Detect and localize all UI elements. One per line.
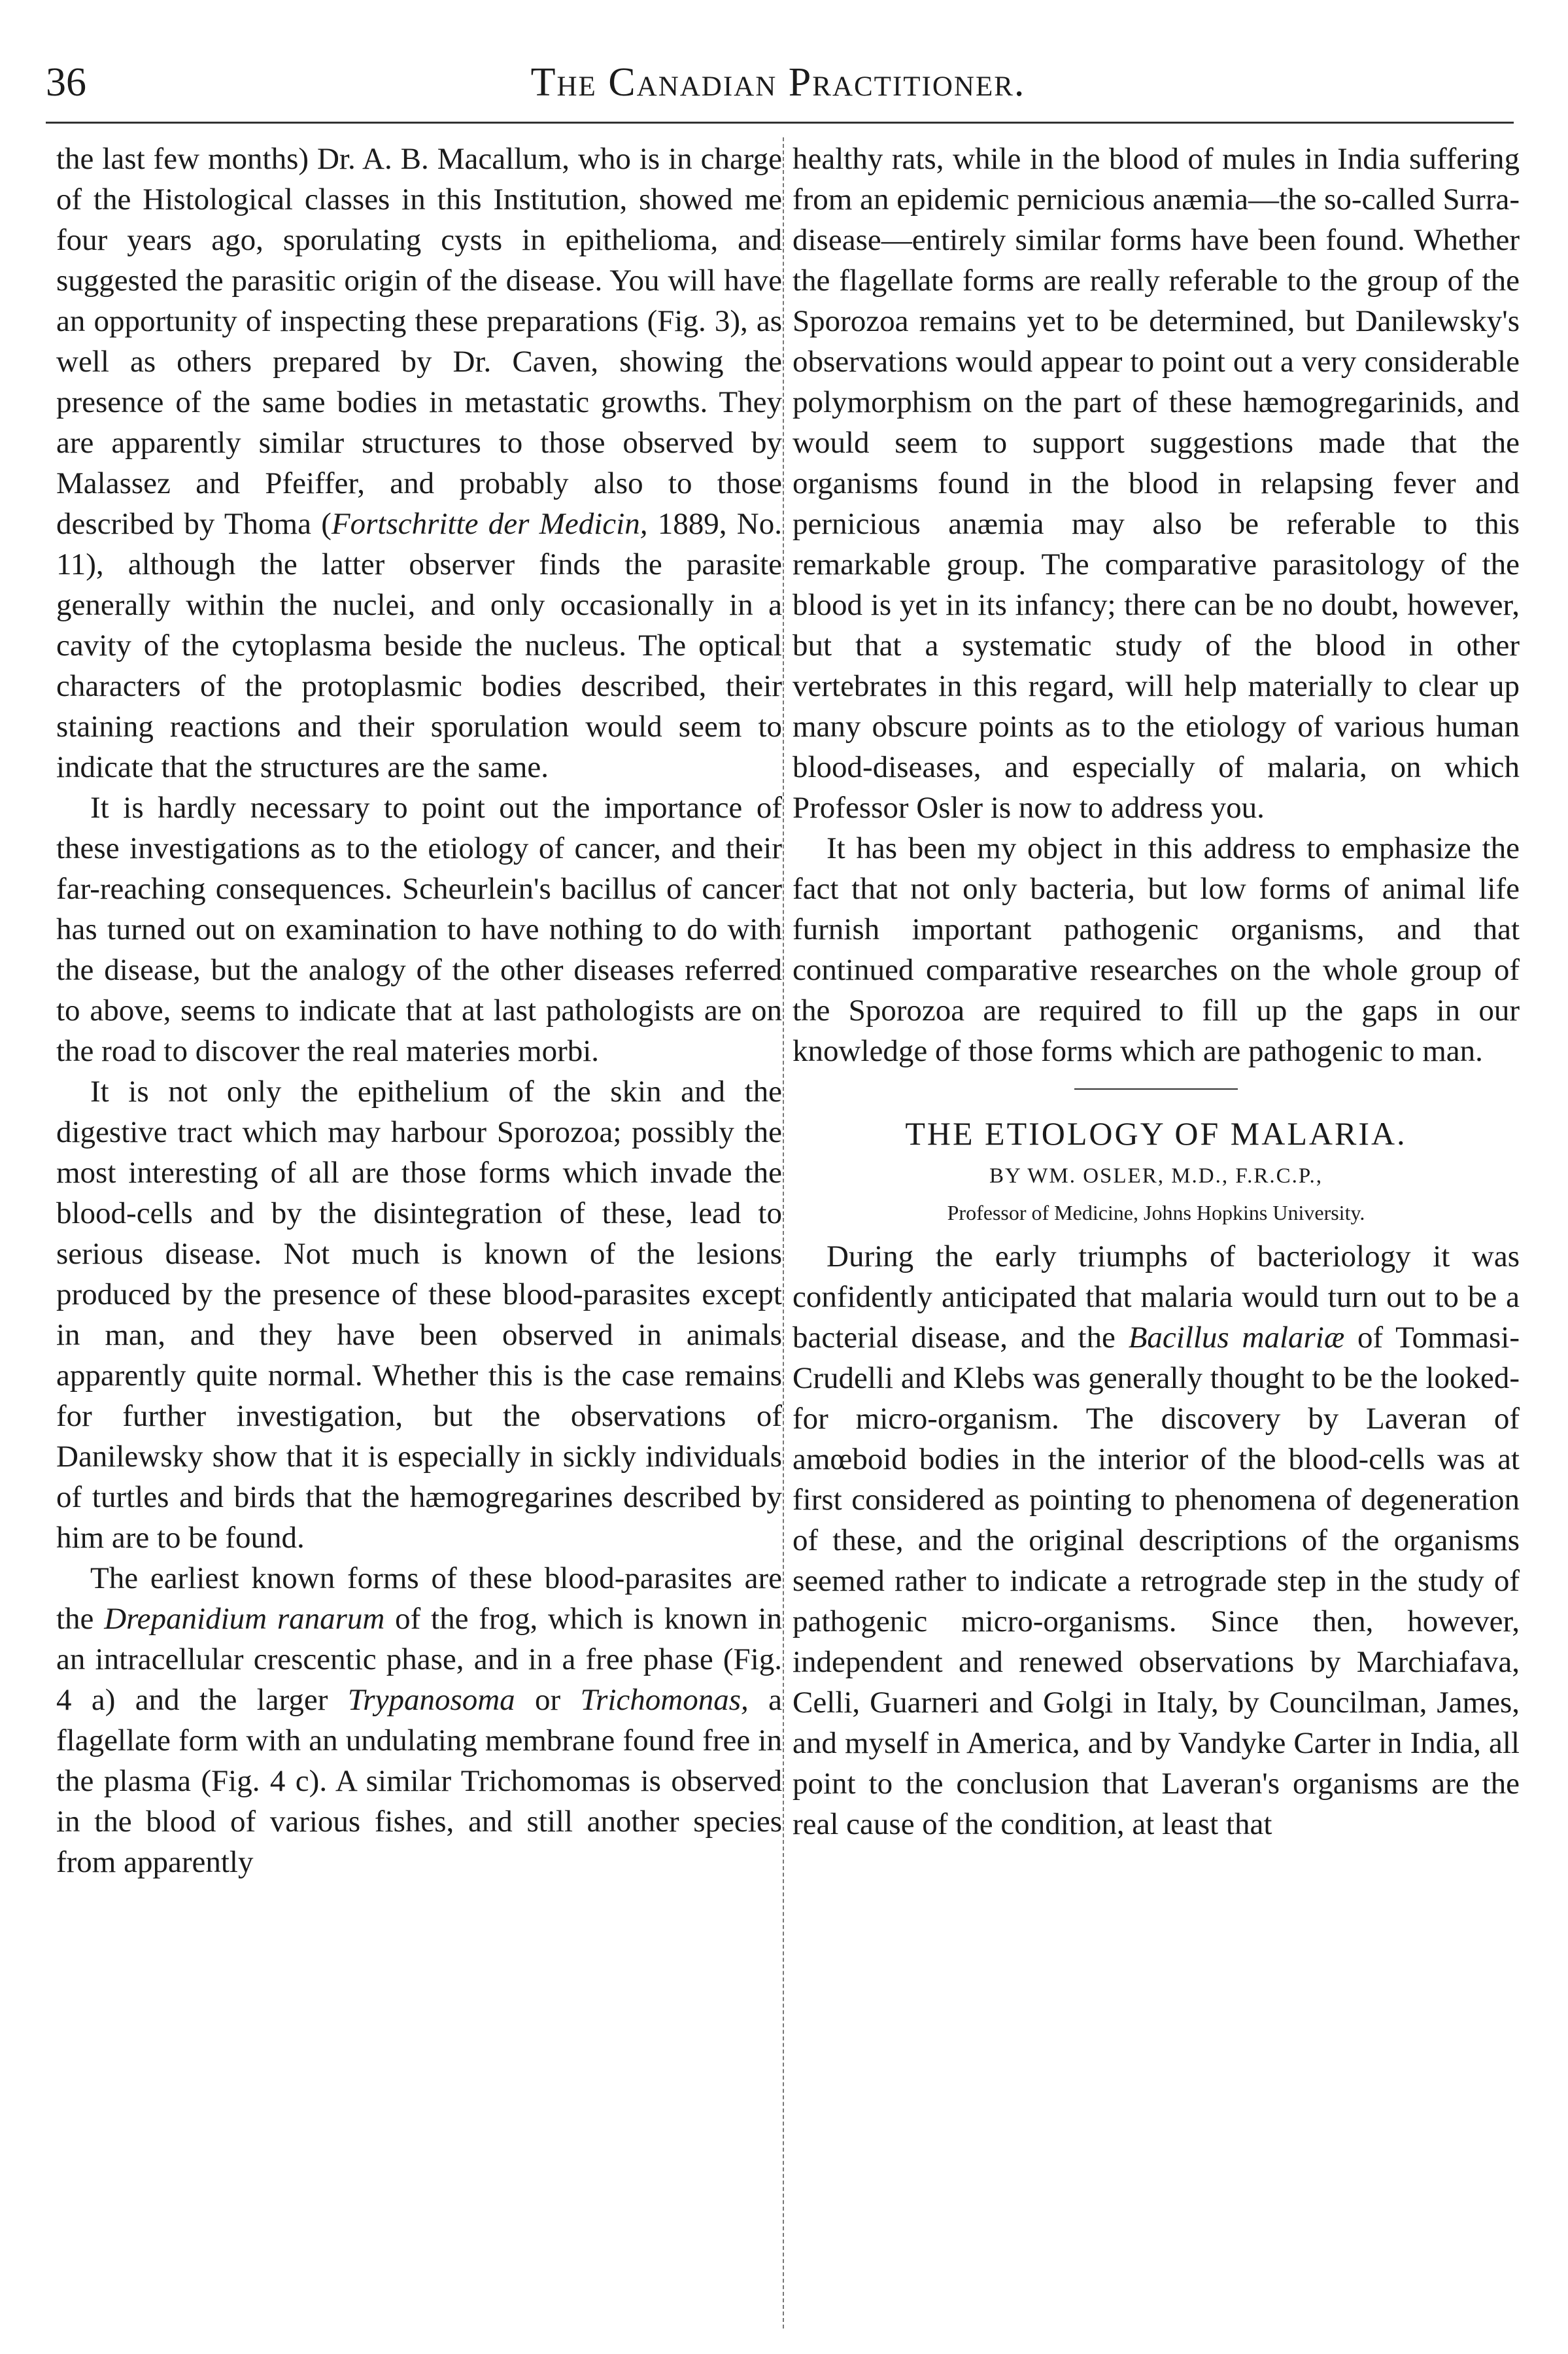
text-run: a flagellate form with an undulating membrane found free in the plasma (Fig. 4 c). A similar Trichomomas is observed in the blood of various fishes, and still another species from apparently [56,1683,782,1879]
italic-citation: Fortschritte der Medicin, [331,507,648,541]
text-run: 1889, No. 11), although the latter observer finds the parasite generally within the nuclei, and only occasionally in a cavity of the cytoplasma beside the nucleus. The optical characters of the protoplasmic bodies described, their staining reactions and their sporulation would seem to indicate that the structures are the same. [56,507,782,784]
left-paragraph-1 [56,139,782,788]
text-run: of Tommasi-Crudelli and Klebs was generally thought to be the looked-for micro-organism. The discovery by Laveran of amœboid bodies in the interior of the blood-cells was at first considered as pointing to phenomena of degeneration of these, and the original descriptions of the organisms seemed rather to indicate a retrograde step in the study of pathogenic micro-organisms. Since then, however, independent and renewed observations by Marchiafava, Celli, Guarneri and Golgi in Italy, by Councilman, James, and myself in America, and by Vandyke Carter in India, all point to the conclusion that Laveran's organisms are the real cause of the condition, at least that [793,1321,1520,1841]
right-column [793,139,1520,2323]
column-divider [783,137,784,2328]
left-paragraph-4 [56,1558,782,1882]
text-run: or [515,1683,581,1717]
running-header [46,59,1510,118]
header-rule [46,122,1514,124]
italic-species-name: Drepanidium ranarum [104,1602,385,1636]
page-number: 36 [46,60,86,105]
journal-title: The Canadian Practitioner. [530,60,1026,105]
left-column [56,139,782,2323]
text-run: During the early triumphs of bacteriology it was confidently anticipated that malaria would turn out to be a bacterial disease, and the [793,1239,1520,1355]
right-paragraph-3 [793,1236,1520,1844]
article-title: THE ETIOLOGY OF MALARIA. [905,1115,1407,1152]
author-affiliation: Professor of Medicine, Johns Hopkins University. [947,1201,1365,1224]
text-run: the last few months) Dr. A. B. Macallum, who is in charge of the Histological classes in this Institution, showed me four years ago, sporulating cysts in epithelioma, and suggested the parasitic origin of the disease. You will have an opportunity of inspecting these preparations (Fig. 3), as well as others prepared by Dr. Caven, showing the presence of the same bodies in metastatic growths. They are apparently similar structures to those observed by Malassez and Pfeiffer, and probably also to those described by Thoma ( [56,142,782,541]
right-paragraph-2: It has been my object in this address to emphasize the fact that not only bacteria, but low forms of animal life furnish important pathogenic organisms, and that continued comparative researches on the whole group of the Sporozoa are required to fill up the gaps in our knowledge of those forms which are pathogenic to man. [793,831,1520,1068]
text-run: The earliest known forms of these blood-parasites are the [56,1561,782,1636]
italic-species-name: Trypanosoma [347,1683,515,1717]
left-paragraph-3: It is not only the epithelium of the skin and the digestive tract which may harbour Sporozoa; possibly the most interesting of all are those forms which invade the blood-cells and by the disintegration of these, lead to serious disease. Not much is known of the lesions produced by the presence of these blood-parasites except in man, and they have been observed in animals apparently quite normal. Whether this is the case remains for further investigation, but the observations of Danilewsky show that it is especially in sickly individuals of turtles and birds that the hæmogregarines described by him are to be found. [56,1075,782,1555]
italic-species-name: Trichomonas, [580,1683,749,1717]
text-run: of the frog, which is known in an intracellular crescentic phase, and in a free phase (Fig. 4 a) and the larger [56,1602,782,1717]
section-divider [1074,1088,1238,1090]
italic-species-name: Bacillus malariæ [1128,1321,1345,1355]
right-paragraph-1: healthy rats, while in the blood of mules in India suffering from an epidemic pernicious anæmia—the so-called Surra-disease—entirely similar forms have been found. Whether the flagellate forms are really referable to the group of the Sporozoa remains yet to be determined, but Danilewsky's observations would appear to point out a very considerable polymorphism on the part of these hæmogregarinids, and would seem to support suggestions made that the organisms found in the blood in relapsing fever and pernicious anæmia may also be referable to this remarkable group. The comparative parasitology of the blood is yet in its infancy; there can be no doubt, however, but that a systematic study of the blood in other vertebrates in this regard, will help materially to clear up many obscure points as to the etiology of various human blood-diseases, and especially of malaria, on which Professor Osler is now to address you. [793,142,1520,825]
left-paragraph-2: It is hardly necessary to point out the importance of these investigations as to the etiology of cancer, and their far-reaching consequences. Scheurlein's bacillus of cancer has turned out on examination to have nothing to do with the disease, but the analogy of the other diseases referred to above, seems to indicate that at last pathologists are on the road to discover the real materies morbi. [56,791,782,1068]
article-byline: BY WM. OSLER, M.D., F.R.C.P., [989,1164,1323,1188]
